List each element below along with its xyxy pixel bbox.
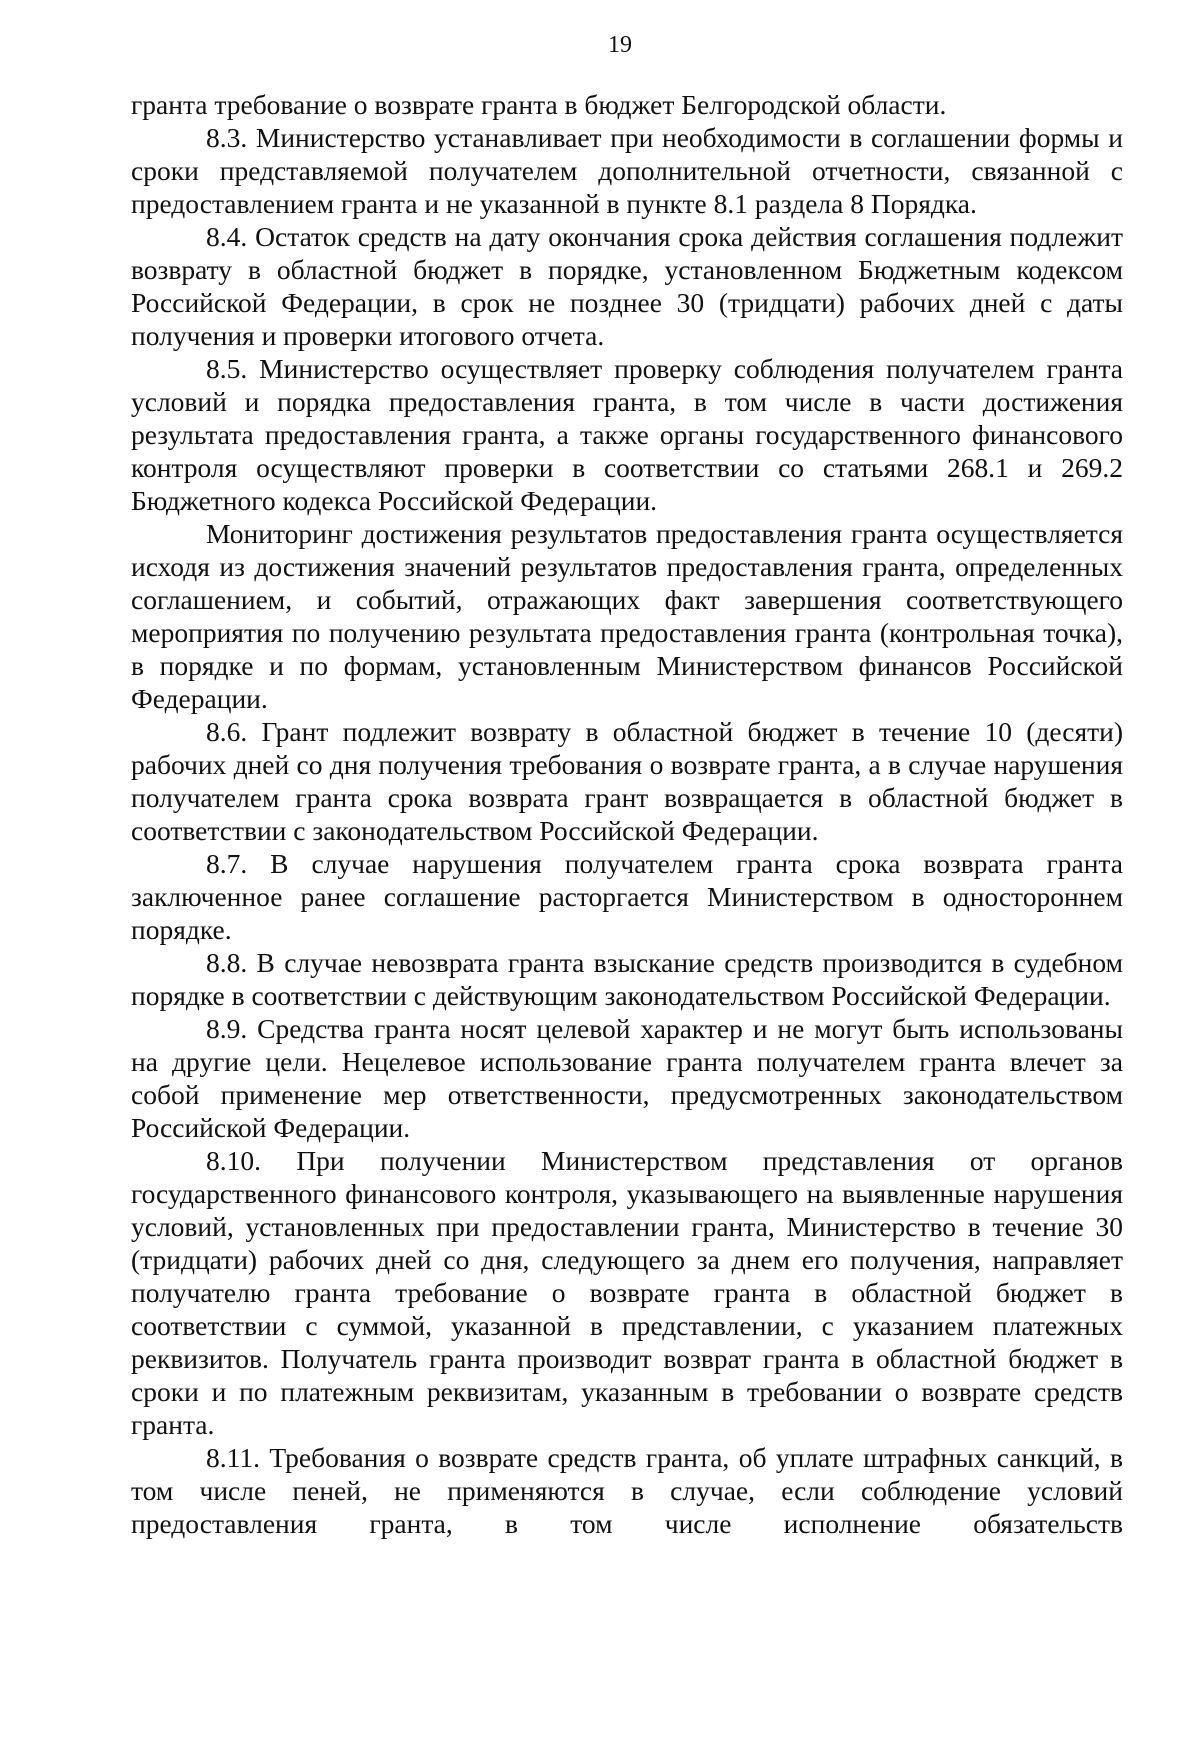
paragraph-8-7: 8.7. В случае нарушения получателем гранта срока возврата гранта заключенное ранее соглашение расторгается Министерством в одностороннем порядке. (131, 848, 1123, 945)
paragraph-8-10: 8.10. При получении Министерством представления от органов государственного финансового контроля, указывающего на выявленные нарушения условий, установленных при предоставлении гранта, Министерство в течение 30 (тридцати) рабочих дней со дня, следующего за днем его получения, направляет получателю гранта требование о возврате гранта в областной бюджет в соответствии с суммой, указанной в представлении, с указанием платежных реквизитов. Получатель гранта производит возврат гранта в областной бюджет в сроки и по платежным реквизитам, указанным в требовании о возврате средств гранта. (131, 1145, 1123, 1440)
paragraph-8-5: 8.5. Министерство осуществляет проверку соблюдения получателем гранта условий и порядка предоставления гранта, в том числе в части достижения результата предоставления гранта, а также органы государственного финансового контроля осуществляют проверки в соответствии со статьями 268.1 и 269.2 Бюджетного кодекса Российской Федерации. (131, 353, 1123, 516)
paragraph-8-4: 8.4. Остаток средств на дату окончания срока действия соглашения подлежит возврату в областной бюджет в порядке, установленном Бюджетным кодексом Российской Федерации, в срок не позднее 30 (тридцати) рабочих дней с даты получения и проверки итогового отчета. (131, 221, 1123, 351)
paragraph-monitoring: Мониторинг достижения результатов предоставления гранта осуществляется исходя из достижения значений результатов предоставления гранта, определенных соглашением, и событий, отражающих факт завершения соответствующего мероприятия по получению результата предоставления гранта (контрольная точка), в порядке и по формам, установленным Министерством финансов Российской Федерации. (131, 518, 1123, 714)
paragraph-8-3: 8.3. Министерство устанавливает при необходимости в соглашении формы и сроки представляемой получателем дополнительной отчетности, связанной с предоставлением гранта и не указанной в пункте 8.1 раздела 8 Порядка. (131, 122, 1123, 219)
paragraph-8-9: 8.9. Средства гранта носят целевой характер и не могут быть использованы на другие цели. Нецелевое использование гранта получателем гранта влечет за собой применение мер ответственности, предусмотренных законодательством Российской Федерации. (131, 1013, 1123, 1143)
page-number: 19 (608, 32, 632, 58)
document-body (131, 88, 1123, 1540)
paragraph-continuation: гранта требование о возврате гранта в бюджет Белгородской области. (131, 89, 947, 120)
paragraph-8-8: 8.8. В случае невозврата гранта взыскание средств производится в судебном порядке в соответствии с действующим законодательством Российской Федерации. (131, 947, 1123, 1011)
paragraph-8-6: 8.6. Грант подлежит возврату в областной бюджет в течение 10 (десяти) рабочих дней со дня получения требования о возврате гранта, а в случае нарушения получателем гранта срока возврата грант возвращается в областной бюджет в соответствии с законодательством Российской Федерации. (131, 716, 1123, 846)
paragraph-8-11: 8.11. Требования о возврате средств гранта, об уплате штрафных санкций, в том числе пеней, не применяются в случае, если соблюдение условий предоставления гранта, в том числе исполнение обязательств (131, 1442, 1123, 1539)
